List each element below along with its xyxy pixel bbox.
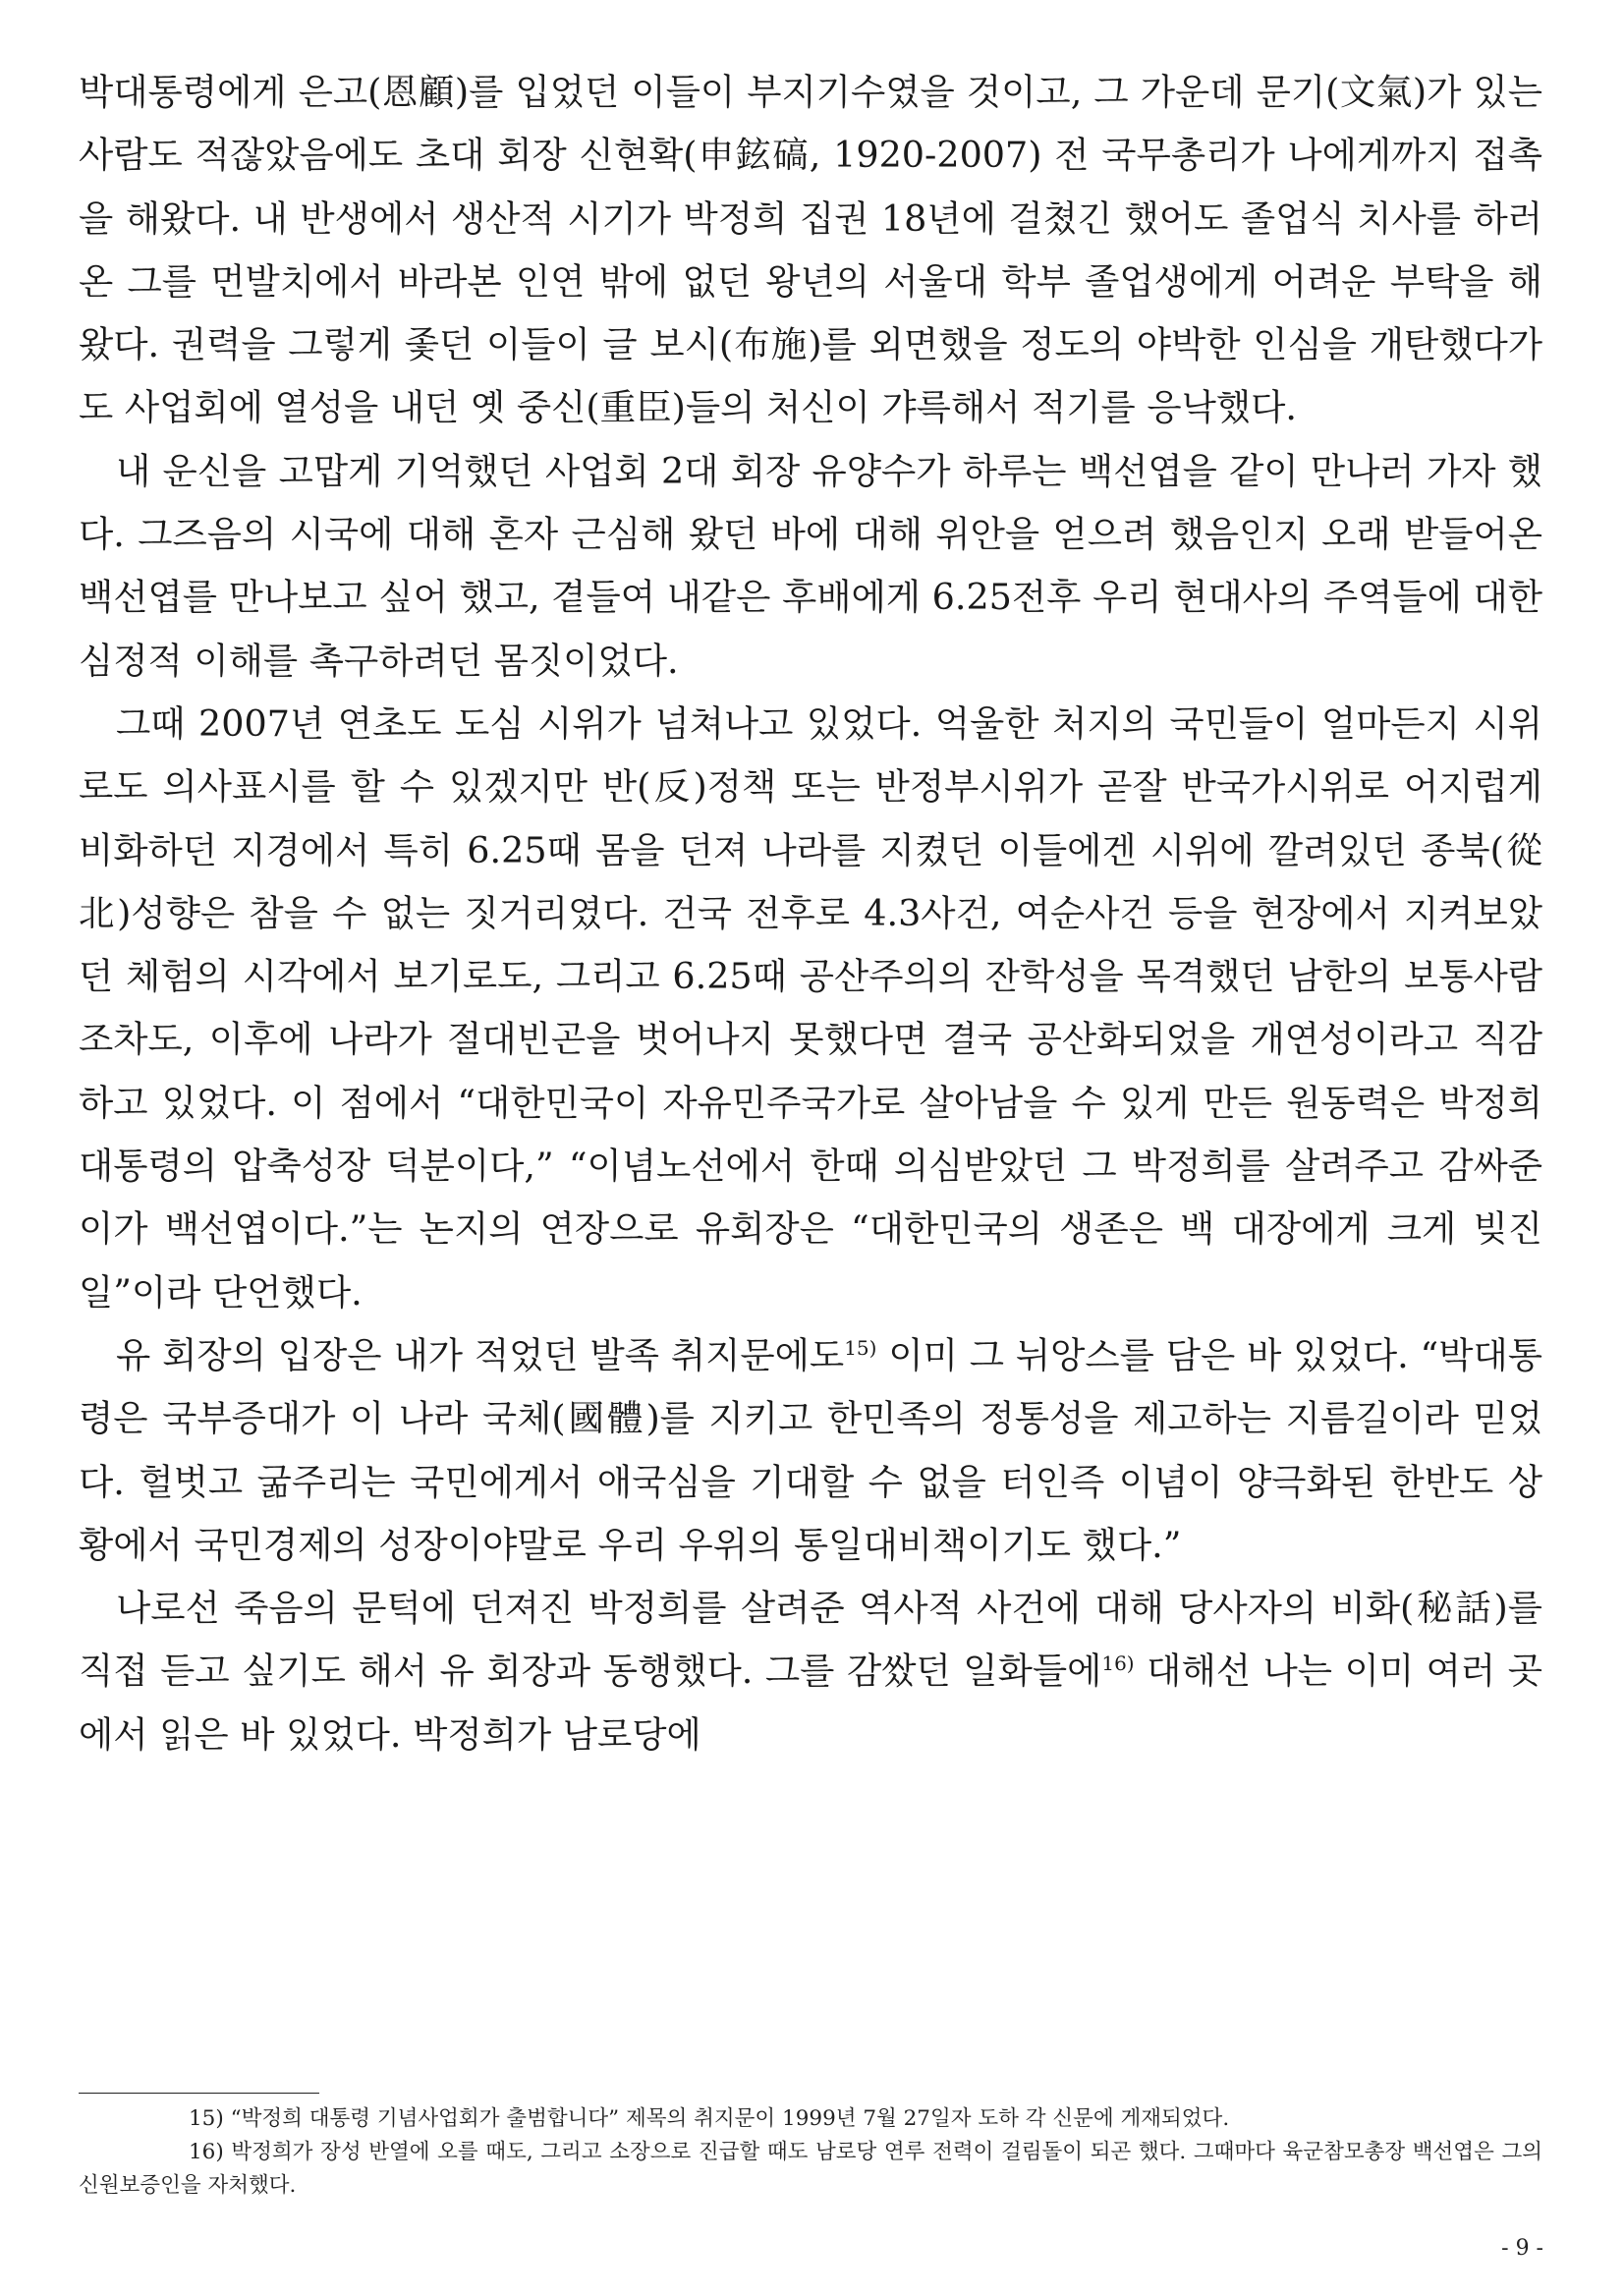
paragraph-text: 유 회장의 입장은 내가 적었던 발족 취지문에도 xyxy=(116,1333,845,1376)
page-number: - 9 - xyxy=(1501,2236,1543,2261)
paragraph-text: 나로선 죽음의 문턱에 던져진 박정희를 살려준 역사적 사건에 대해 당사자의 비화(秘話)를 직접 듣고 싶기도 해서 유 회장과 동행했다. 그를 감쌌던 일화들에 xyxy=(79,1587,1542,1693)
body-paragraph xyxy=(79,1324,1542,1577)
paragraph-text: 대해선 나는 이미 여러 곳에서 읽은 바 있었다. 박정희가 남로당에 xyxy=(79,1650,1542,1756)
body-paragraph xyxy=(79,693,1542,1324)
footnote-divider xyxy=(79,2093,319,2094)
body-paragraph xyxy=(79,1577,1542,1766)
footnote: 16) 박정희가 장성 반열에 오를 때도, 그리고 소장으로 진급할 때도 남로당 연루 전력이 걸림돌이 되곤 했다. 그때마다 육군참모총장 백선엽은 그의 신원보증인을 자처했다. xyxy=(79,2140,1542,2198)
paragraph-text: 내 운신을 고맙게 기억했던 사업회 2대 회장 유양수가 하루는 백선엽을 같이 만나러 가자 했다. 그즈음의 시국에 대해 혼자 근심해 왔던 바에 대해 위안을 얻으려 했음인지 오래 받들어온 백선엽를 만나보고 싶어 했고, 곁들여 내같은 후배에게 6.25전후 우리 현대사의 주역들에 대한 심정적 이해를 촉구하려던 몸짓이었다. xyxy=(79,449,1542,682)
footnotes xyxy=(79,2102,1542,2203)
footnote-reference: 15) xyxy=(844,1335,877,1360)
footnote: 15) “박정희 대통령 기념사업회가 출범합니다” 제목의 취지문이 1999년 7월 27일자 도하 각 신문에 게재되었다. xyxy=(189,2106,1230,2131)
footnote-reference: 16) xyxy=(1101,1651,1135,1676)
body-paragraph xyxy=(79,61,1542,440)
paragraph-text: 그때 2007년 연초도 도심 시위가 넘쳐나고 있었다. 억울한 처지의 국민들이 얼마든지 시위로도 의사표시를 할 수 있겠지만 반(反)정책 또는 반정부시위가 곧잘 반국가시위로 어지럽게 비화하던 지경에서 특히 6.25때 몸을 던져 나라를 지켰던 이들에겐 시위에 깔려있던 종북(從北)성향은 참을 수 없는 짓거리였다. 건국 전후로 4.3사건, 여순사건 등을 현장에서 지켜보았던 체험의 시각에서 보기로도, 그리고 6.25때 공산주의의 잔학성을 목격했던 남한의 보통사람조차도, 이후에 나라가 절대빈곤을 벗어나지 못했다면 결국 공산화되었을 개연성이라고 직감하고 있었다. 이 점에서 “대한민국이 자유민주국가로 살아남을 수 있게 만든 원동력은 박정희 대통령의 압축성장 덕분이다,” “이념노선에서 한때 의심받았던 그 박정희를 살려주고 감싸준 이가 백선엽이다.”는 논지의 연장으로 유회장은 “대한민국의 생존은 백 대장에게 크게 빚진 일”이라 단언했다. xyxy=(79,701,1542,1314)
paragraph-text: 이미 그 뉘앙스를 담은 바 있었다. “박대통령은 국부증대가 이 나라 국체(國體)를 지키고 한민족의 정통성을 제고하는 지름길이라 믿었다. 헐벗고 굶주리는 국민에게서 애국심을 기대할 수 없을 터인즉 이념이 양극화된 한반도 상황에서 국민경제의 성장이야말로 우리 우위의 통일대비책이기도 했다.” xyxy=(79,1333,1542,1566)
body-text xyxy=(79,61,1542,1766)
paragraph-text: 박대통령에게 은고(恩顧)를 입었던 이들이 부지기수였을 것이고, 그 가운데 문기(文氣)가 있는 사람도 적잖았음에도 초대 회장 신현확(申鉉碻, 1920-2007) 전 국무총리가 나에게까지 접촉을 해왔다. 내 반생에서 생산적 시기가 박정희 집권 18년에 걸쳤긴 했어도 졸업식 치사를 하러온 그를 먼발치에서 바라본 인연 밖에 없던 왕년의 서울대 학부 졸업생에게 어려운 부탁을 해왔다. 권력을 그렇게 좇던 이들이 글 보시(布施)를 외면했을 정도의 야박한 인심을 개탄했다가도 사업회에 열성을 내던 옛 중신(重臣)들의 처신이 갸륵해서 적기를 응낙했다. xyxy=(79,71,1542,429)
body-paragraph xyxy=(79,440,1542,693)
